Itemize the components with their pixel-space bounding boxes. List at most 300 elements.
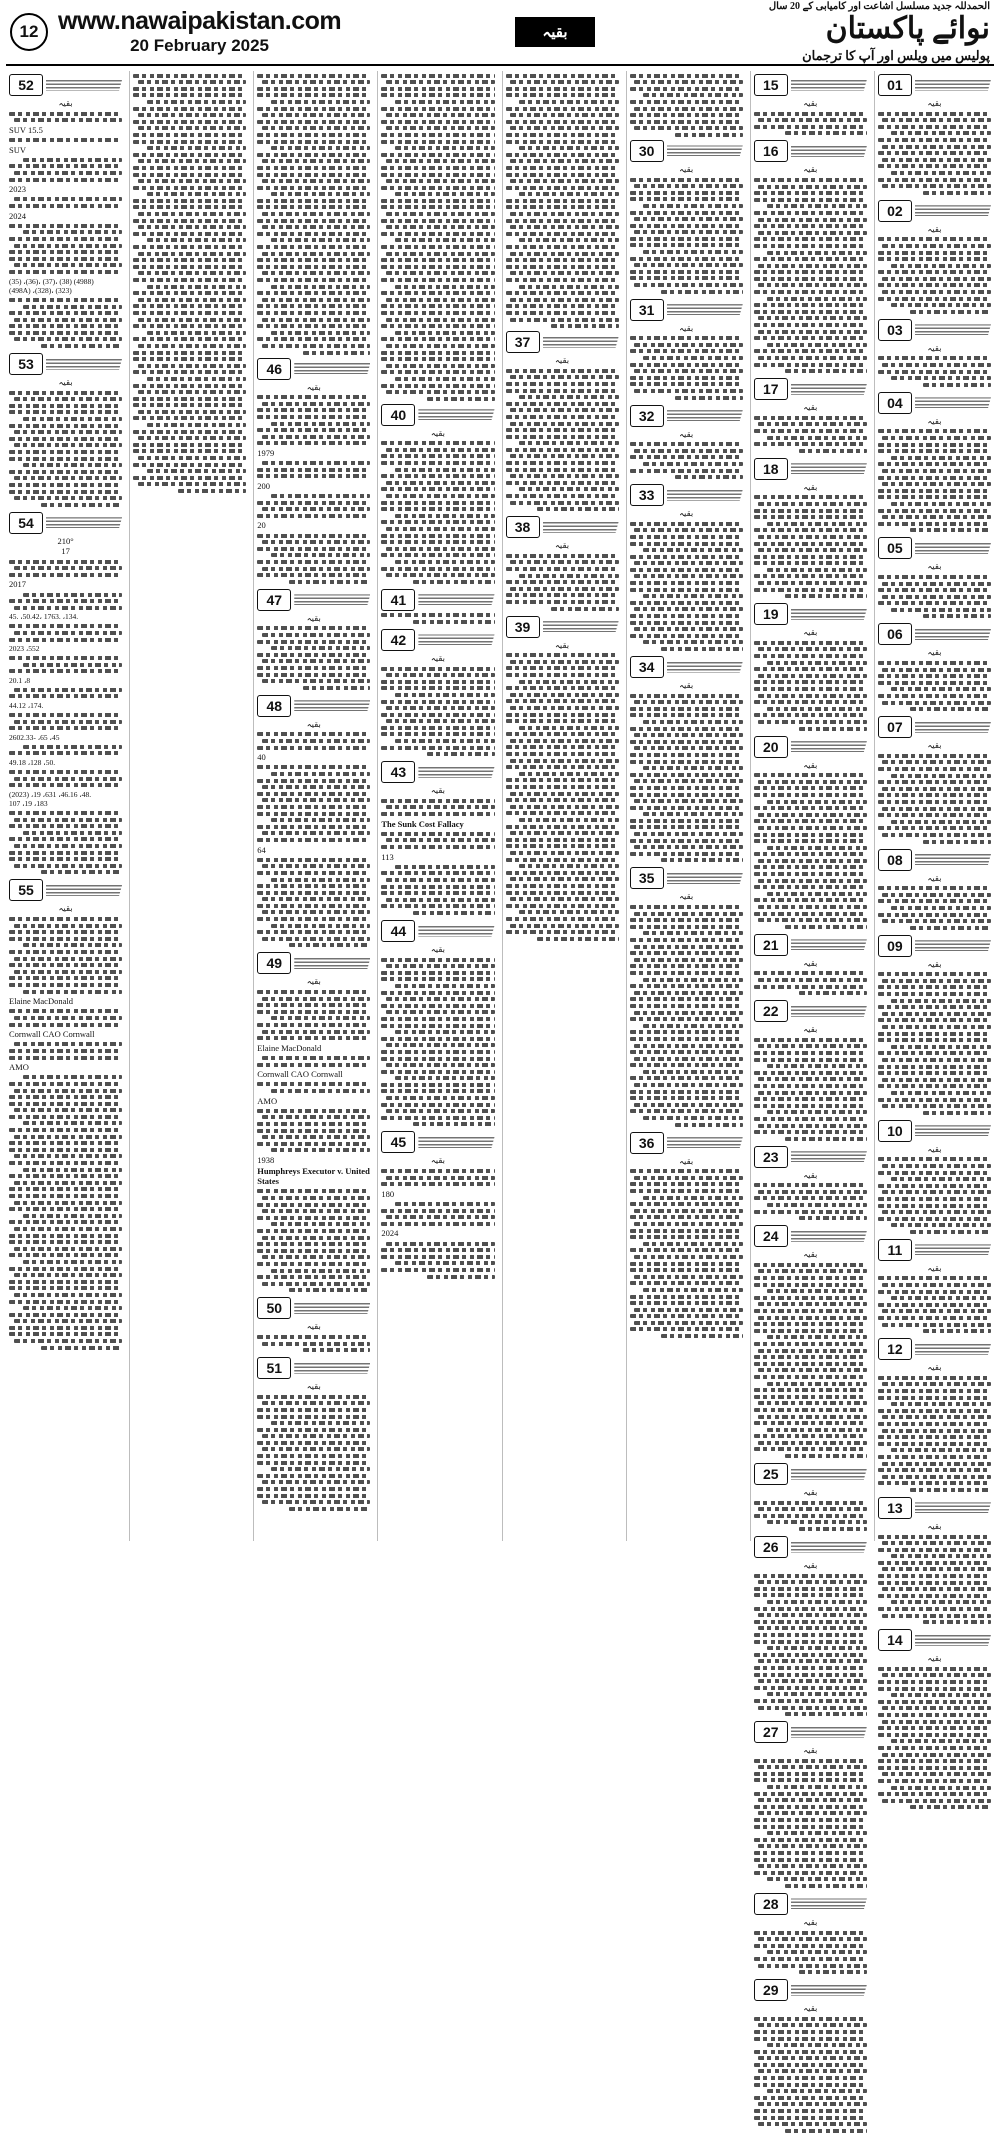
article-number[interactable]: 55 (9, 879, 43, 901)
article-header (878, 849, 991, 871)
article-subhead: بقیہ (306, 612, 321, 623)
article-header (878, 623, 991, 645)
article-subhead: بقیہ (927, 1262, 942, 1273)
article-number[interactable]: 37 (506, 331, 540, 353)
article-subhead: بقیہ (927, 223, 942, 234)
article-number[interactable]: 36 (630, 1132, 664, 1154)
article-number[interactable]: 34 (630, 656, 664, 678)
a54-figures-6: 2602.33- ،65 ،45 (9, 732, 60, 742)
article-subhead: بقیہ (554, 355, 570, 366)
headline-rule (791, 1898, 867, 1909)
article-subhead: بقیہ (430, 785, 446, 796)
article-body (257, 990, 370, 1292)
article-number[interactable]: 04 (878, 392, 912, 414)
article-13 (878, 1497, 991, 1624)
article-subhead: بقیہ (927, 872, 942, 883)
article-body (754, 2017, 867, 2133)
article-number[interactable]: 47 (257, 589, 291, 611)
headline-rule (543, 337, 619, 348)
article-41 (381, 589, 494, 624)
article-body (9, 917, 122, 1350)
headline-rule (46, 517, 122, 528)
article-header (878, 537, 991, 559)
article-number[interactable]: 26 (754, 1536, 788, 1558)
article-number[interactable]: 54 (9, 512, 43, 534)
article-subhead: بقیہ (803, 1169, 818, 1180)
article-body (257, 1335, 370, 1352)
article-35 (630, 867, 743, 1126)
article-51 (257, 1357, 370, 1511)
article-header (754, 1225, 867, 1247)
article-subhead: بقیہ (927, 1143, 942, 1154)
article-subhead: بقیہ (803, 481, 818, 492)
article-body (878, 237, 991, 314)
a45-number: 180 (381, 1188, 395, 1199)
masthead-tagline: الحمدللہ جدید مسلسل اشاعت اور کامیابی کے 20 سال (768, 0, 990, 12)
article-16 (754, 140, 867, 373)
article-number[interactable]: 11 (878, 1239, 912, 1261)
headline-rule (791, 1006, 867, 1017)
article-body (381, 1169, 494, 1279)
article-header (878, 392, 991, 414)
article-header (754, 1893, 867, 1915)
article-number[interactable]: 17 (754, 378, 788, 400)
article-27 (754, 1721, 867, 1888)
article-number[interactable]: 19 (754, 603, 788, 625)
article-subhead: بقیہ (803, 402, 818, 413)
article-header (878, 1120, 991, 1142)
headline-rule (791, 80, 867, 91)
headline-rule (418, 634, 494, 645)
a54-figures-9: (2023) ،19 ،631 ،46.16 ،48. (9, 789, 92, 799)
article-15 (754, 74, 867, 135)
article-body (878, 886, 991, 930)
column-8 (6, 71, 125, 1541)
article-header (754, 458, 867, 480)
headline-rule (915, 1635, 991, 1646)
a52-suv: SUV 15.5 (9, 124, 43, 135)
article-number[interactable]: 32 (630, 405, 664, 427)
article-header (257, 695, 370, 717)
article-number[interactable]: 20 (754, 736, 788, 758)
article-42 (381, 629, 494, 756)
article-45 (381, 1131, 494, 1278)
headline-rule (294, 958, 370, 969)
article-header (754, 140, 867, 162)
a54-figures-2: 2023 ،552 (9, 644, 40, 654)
article-subhead: بقیہ (803, 759, 818, 770)
headline-rule (915, 629, 991, 640)
article-18 (754, 458, 867, 599)
article-header (878, 716, 991, 738)
article-header (754, 1721, 867, 1743)
article-body (878, 356, 991, 386)
article-number[interactable]: 18 (754, 458, 788, 480)
headline-rule (915, 1244, 991, 1255)
article-subhead: بقیہ (679, 163, 694, 174)
article-header (754, 1536, 867, 1558)
article-subhead: بقیہ (927, 561, 942, 572)
column-4 (502, 71, 622, 1541)
article-header (878, 1338, 991, 1360)
article-number[interactable]: 06 (878, 623, 912, 645)
headline-rule (791, 1469, 867, 1480)
article-header (630, 140, 743, 162)
column-3-continuation (630, 74, 743, 137)
article-44 (381, 920, 494, 1126)
article-subhead: بقیہ (430, 427, 446, 438)
a52-figures-2: (498A) ،(328)، (323) (9, 285, 72, 295)
a46-number-2: 20 (257, 520, 266, 531)
article-body (878, 1157, 991, 1234)
headline-rule (294, 1363, 370, 1374)
article-number[interactable]: 05 (878, 537, 912, 559)
article-number[interactable]: 27 (754, 1721, 788, 1743)
article-header (630, 405, 743, 427)
article-number[interactable]: 25 (754, 1463, 788, 1485)
article-number[interactable]: 01 (878, 74, 912, 96)
article-24 (754, 1225, 867, 1458)
masthead-site-block (58, 8, 341, 56)
headline-rule (791, 146, 867, 157)
column-grid (6, 71, 994, 2014)
article-subhead: بقیہ (927, 740, 942, 751)
a49-name-elaine: Elaine MacDonald (9, 996, 73, 1007)
article-number[interactable]: 51 (257, 1357, 291, 1379)
a54-figures-7: 49.18 ،128 ،50. (9, 757, 56, 767)
article-36 (630, 1132, 743, 1338)
headline-rule (791, 1727, 867, 1738)
article-14 (878, 1629, 991, 1809)
article-08 (878, 849, 991, 930)
article-body (9, 391, 122, 507)
article-body (754, 773, 867, 929)
article-body (754, 112, 867, 136)
article-01 (878, 74, 991, 195)
article-50 (257, 1297, 370, 1352)
article-body (754, 416, 867, 453)
article-33 (630, 484, 743, 651)
article-37 (506, 331, 619, 511)
article-body (381, 441, 494, 583)
article-subhead: بقیہ (803, 98, 818, 108)
article-subhead: بقیہ (803, 1560, 818, 1571)
column-5 (377, 71, 497, 1541)
article-number[interactable]: 29 (754, 1979, 788, 2001)
website-url[interactable]: www.nawaipakistan.com (58, 6, 342, 35)
article-body (630, 522, 743, 651)
article-number[interactable]: 41 (381, 589, 415, 611)
headline-rule (667, 662, 743, 673)
article-header (878, 74, 991, 96)
article-34 (630, 656, 743, 862)
article-header (381, 1131, 494, 1153)
article-header (754, 1146, 867, 1168)
article-subhead: بقیہ (58, 377, 73, 388)
article-subhead: بقیہ (430, 944, 446, 954)
article-body (630, 178, 743, 294)
column-4-continuation (506, 74, 619, 329)
headline-rule (667, 410, 743, 421)
article-number[interactable]: 39 (506, 616, 540, 638)
article-22 (754, 1000, 867, 1141)
a48-number: 40 (257, 752, 266, 763)
article-header (878, 319, 991, 341)
article-number[interactable]: 33 (630, 484, 664, 506)
headline-rule (915, 324, 991, 335)
article-54 (9, 512, 122, 875)
masthead-center (515, 17, 594, 47)
article-number[interactable]: 08 (878, 849, 912, 871)
article-number[interactable]: 23 (754, 1146, 788, 1168)
article-31 (630, 299, 743, 400)
article-number[interactable]: 15 (754, 74, 788, 96)
a46-number: 200 (257, 480, 270, 491)
article-subhead: بقیہ (803, 1745, 818, 1756)
article-header (754, 934, 867, 956)
a43-number: 113 (381, 851, 394, 862)
article-30 (630, 140, 743, 294)
article-header (878, 200, 991, 222)
article-subhead: بقیہ (927, 1653, 942, 1664)
article-46 (257, 358, 370, 584)
article-number[interactable]: 16 (754, 140, 788, 162)
article-number[interactable]: 28 (754, 1893, 788, 1915)
article-header (506, 331, 619, 353)
article-header (381, 404, 494, 426)
headline-rule (791, 1151, 867, 1162)
headline-rule (915, 1344, 991, 1355)
article-05 (878, 537, 991, 618)
headline-rule (915, 722, 991, 733)
article-06 (878, 623, 991, 711)
a54-figures-3: 20.1 ،8 (9, 675, 31, 685)
a49-org-2: AMO (257, 1095, 278, 1106)
headline-rule (543, 621, 619, 632)
article-number[interactable]: 12 (878, 1338, 912, 1360)
article-body (9, 536, 122, 875)
headline-rule (791, 463, 867, 474)
article-subhead: بقیہ (306, 1381, 321, 1392)
article-header (754, 1979, 867, 2001)
a46-year: 1979 (257, 447, 275, 458)
article-40 (381, 404, 494, 584)
article-38 (506, 516, 619, 610)
article-header (630, 484, 743, 506)
article-body (257, 395, 370, 584)
headline-rule (667, 145, 743, 156)
article-subhead: بقیہ (803, 957, 818, 968)
a54-degree: 210° (57, 535, 74, 546)
article-number[interactable]: 14 (878, 1629, 912, 1651)
headline-rule (791, 1231, 867, 1242)
headline-rule (294, 700, 370, 711)
a54-figures-10: 107 ،19 ،183 (9, 799, 48, 809)
article-header (381, 761, 494, 783)
headline-rule (915, 1502, 991, 1513)
article-header (754, 1463, 867, 1485)
article-header (878, 935, 991, 957)
headline-rule (418, 767, 494, 778)
article-body (754, 971, 867, 995)
masthead-subplate: پولیس میں ویلس اور آپ کا ترجمان (802, 47, 990, 63)
a54-figures-4: 44.12 ،174. (9, 701, 44, 711)
article-04 (878, 392, 991, 533)
article-header (754, 74, 867, 96)
headline-rule (915, 205, 991, 216)
article-53 (9, 353, 122, 507)
article-number[interactable]: 07 (878, 716, 912, 738)
article-number[interactable]: 44 (381, 920, 415, 942)
article-47 (257, 589, 370, 690)
publication-nameplate: نوائے پاکستان (825, 11, 990, 45)
article-subhead: بقیہ (927, 342, 942, 353)
article-body (754, 1759, 867, 1888)
masthead-right (769, 1, 990, 64)
article-body (754, 1038, 867, 1141)
article-body (754, 1183, 867, 1220)
article-number[interactable]: 30 (630, 140, 664, 162)
article-body (630, 1169, 743, 1338)
article-subhead: بقیہ (58, 903, 73, 914)
article-number[interactable]: 02 (878, 200, 912, 222)
column-6-continuation (257, 74, 370, 355)
article-number[interactable]: 22 (754, 1000, 788, 1022)
article-subhead: بقیہ (58, 98, 73, 108)
article-body (754, 1931, 867, 1975)
masthead-left (10, 8, 341, 56)
article-number[interactable]: 49 (257, 952, 291, 974)
article-25 (754, 1463, 867, 1531)
article-number[interactable]: 43 (381, 761, 415, 783)
article-subhead: بقیہ (430, 652, 446, 663)
article-header (9, 879, 122, 901)
article-number[interactable]: 31 (630, 299, 664, 321)
headline-rule (915, 940, 991, 951)
article-number[interactable]: 53 (9, 353, 43, 375)
headline-rule (791, 741, 867, 752)
article-header (630, 1132, 743, 1154)
article-header (754, 378, 867, 400)
headline-rule (294, 363, 370, 374)
a49-org-1: Cornwall CAO Cornwall (257, 1069, 343, 1080)
article-subhead: بقیہ (927, 1520, 942, 1531)
article-header (9, 353, 122, 375)
article-subhead: بقیہ (927, 647, 942, 658)
a52-year-2: 2024 (9, 210, 26, 221)
article-header (9, 512, 122, 534)
headline-rule (418, 409, 494, 420)
article-09 (878, 935, 991, 1115)
article-number[interactable]: 50 (257, 1297, 291, 1319)
article-number[interactable]: 45 (381, 1131, 415, 1153)
article-number[interactable]: 24 (754, 1225, 788, 1247)
article-subhead: بقیہ (306, 718, 321, 729)
article-number[interactable]: 52 (9, 74, 43, 96)
article-header (878, 1497, 991, 1519)
article-body (381, 799, 494, 915)
article-number[interactable]: 09 (878, 935, 912, 957)
headline-rule (791, 1985, 867, 1996)
article-body (878, 1276, 991, 1333)
article-number[interactable]: 38 (506, 516, 540, 538)
article-number[interactable]: 46 (257, 358, 291, 380)
article-header (630, 656, 743, 678)
article-body (878, 112, 991, 195)
article-number[interactable]: 21 (754, 934, 788, 956)
headline-rule (418, 1137, 494, 1148)
article-subhead: بقیہ (306, 976, 321, 987)
article-21 (754, 934, 867, 995)
article-body (878, 575, 991, 619)
article-header (257, 952, 370, 974)
article-header (878, 1239, 991, 1261)
article-subhead: بقیہ (803, 2003, 818, 2014)
masthead (6, 0, 994, 66)
article-body (754, 178, 867, 373)
article-number[interactable]: 42 (381, 629, 415, 651)
article-body (630, 694, 743, 863)
a48-number-2: 64 (257, 844, 266, 855)
article-subhead: بقیہ (927, 958, 942, 969)
article-body (257, 732, 370, 947)
a52-year-1: 2023 (9, 184, 26, 195)
article-header (381, 920, 494, 942)
article-subhead: بقیہ (803, 627, 818, 638)
article-number[interactable]: 35 (630, 867, 664, 889)
article-header (506, 516, 619, 538)
article-subhead: بقیہ (803, 1249, 818, 1260)
headline-rule (46, 359, 122, 370)
article-header (630, 299, 743, 321)
article-23 (754, 1146, 867, 1221)
article-header (630, 867, 743, 889)
article-number[interactable]: 40 (381, 404, 415, 426)
column-3 (626, 71, 746, 1541)
article-49 (257, 952, 370, 1292)
article-number[interactable]: 10 (878, 1120, 912, 1142)
article-subhead: بقیہ (306, 1321, 321, 1332)
column-1 (874, 71, 994, 1664)
article-header (257, 1357, 370, 1379)
article-20 (754, 736, 867, 929)
article-body (630, 336, 743, 399)
article-12 (878, 1338, 991, 1492)
article-subhead: بقیہ (679, 508, 694, 519)
article-43 (381, 761, 494, 915)
headline-rule (294, 1303, 370, 1314)
continued-badge: بقیہ (515, 17, 594, 47)
article-body (878, 1535, 991, 1625)
page-number-badge: 12 (10, 13, 48, 51)
article-number[interactable]: 48 (257, 695, 291, 717)
article-number[interactable]: 13 (878, 1497, 912, 1519)
article-07 (878, 716, 991, 843)
article-number[interactable]: 03 (878, 319, 912, 341)
article-header (381, 589, 494, 611)
headline-rule (418, 926, 494, 937)
article-header (381, 629, 494, 651)
article-body (878, 972, 991, 1114)
a49-org-amo: AMO (9, 1062, 29, 1073)
a45-year: 2024 (381, 1228, 399, 1239)
headline-rule (915, 1125, 991, 1136)
article-body (506, 554, 619, 611)
column-6 (253, 71, 373, 1541)
headline-rule (791, 1542, 867, 1553)
column-7-continuation (133, 74, 246, 493)
headline-rule (791, 609, 867, 620)
